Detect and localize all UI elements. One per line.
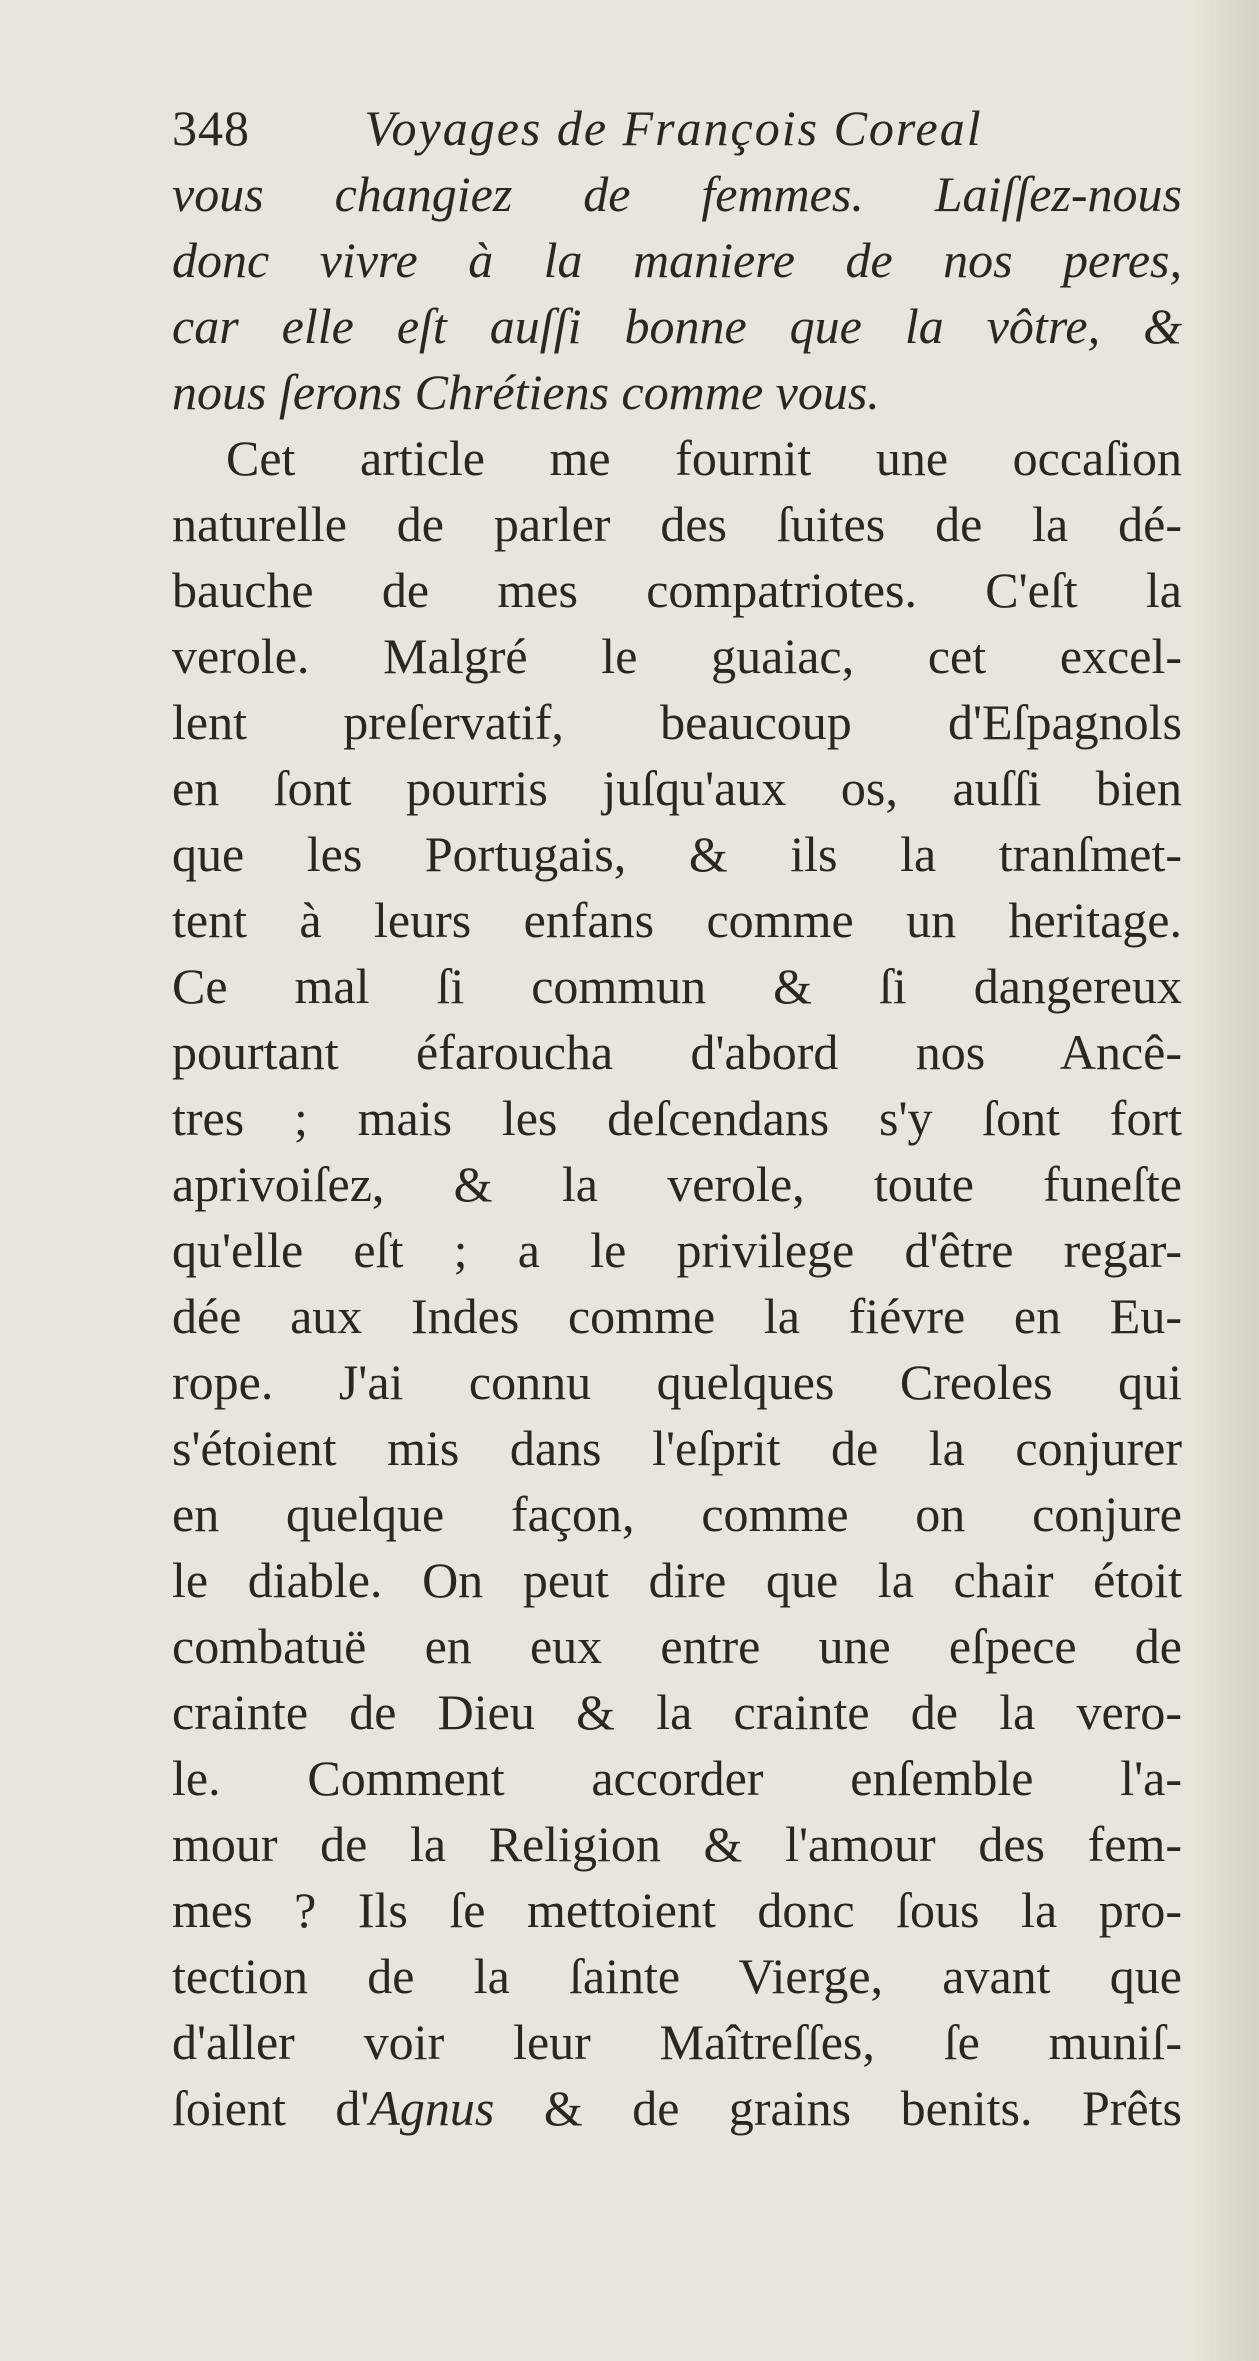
italic-word: Agnus [369, 2080, 495, 2136]
text-line: lent preſervatif, beaucoup d'Eſpagnols [172, 694, 1182, 750]
text-line: aprivoiſez, & la verole, toute funeſte [172, 1156, 1182, 1212]
text-line: qu'elle eſt ; a le privilege d'être regar- [172, 1222, 1182, 1278]
paragraph-first-line: Cet article me fournit une occaſion [226, 430, 1182, 486]
text-line: tres ; mais les deſcendans s'y ſont fort [172, 1090, 1182, 1146]
text-line: dée aux Indes comme la fiévre en Eu- [172, 1288, 1182, 1344]
text-line: crainte de Dieu & la crainte de la vero- [172, 1684, 1182, 1740]
text-line: tection de la ſainte Vierge, avant que [172, 1948, 1182, 2004]
text-line: verole. Malgré le guaiac, cet excel- [172, 628, 1182, 684]
page-edge-shadow [1189, 0, 1259, 2361]
text-line: d'aller voir leur Maîtreſſes, ſe muniſ- [172, 2014, 1182, 2070]
text-line: en ſont pourris juſqu'aux os, auſſi bien [172, 760, 1182, 816]
text-line: combatuë en eux entre une eſpece de [172, 1618, 1182, 1674]
text-line: rope. J'ai connu quelques Creoles qui [172, 1354, 1182, 1410]
text-line: en quelque façon, comme on conjure [172, 1486, 1182, 1542]
text-line: bauche de mes compatriotes. C'eſt la [172, 562, 1182, 618]
text-fragment: & de grains benits. Prêts [494, 2080, 1182, 2136]
page-text [172, 95, 1182, 2141]
text-line: vous changiez de femmes. Laiſſez-nous [172, 166, 1182, 222]
text-line: car elle eſt auſſi bonne que la vôtre, & [172, 298, 1182, 354]
text-line: naturelle de parler des ſuites de la dé- [172, 496, 1182, 552]
text-line: nous ſerons Chrétiens comme vous. [172, 364, 880, 420]
text-line: donc vivre à la maniere de nos peres, [172, 232, 1182, 288]
text-fragment: ſoient d' [172, 2080, 370, 2136]
text-line-last [172, 2075, 1182, 2141]
text-line: s'étoient mis dans l'eſprit de la conjurer [172, 1420, 1182, 1476]
text-line: que les Portugais, & ils la tranſmet- [172, 826, 1182, 882]
text-line: mour de la Religion & l'amour des fem- [172, 1816, 1182, 1872]
text-line: tent à leurs enfans comme un heritage. [172, 892, 1182, 948]
text-line: Ce mal ſi commun & ſi dangereux [172, 958, 1182, 1014]
text-line: le. Comment accorder enſemble l'a- [172, 1750, 1182, 1806]
running-title: Voyages de François Coreal [364, 100, 983, 156]
page-number: 348 [172, 100, 250, 156]
text-line: le diable. On peut dire que la chair étoit [172, 1552, 1182, 1608]
page-header [172, 95, 1182, 161]
text-line: pourtant éfaroucha d'abord nos Ancê- [172, 1024, 1182, 1080]
text-line: mes ? Ils ſe mettoient donc ſous la pro- [172, 1882, 1182, 1938]
